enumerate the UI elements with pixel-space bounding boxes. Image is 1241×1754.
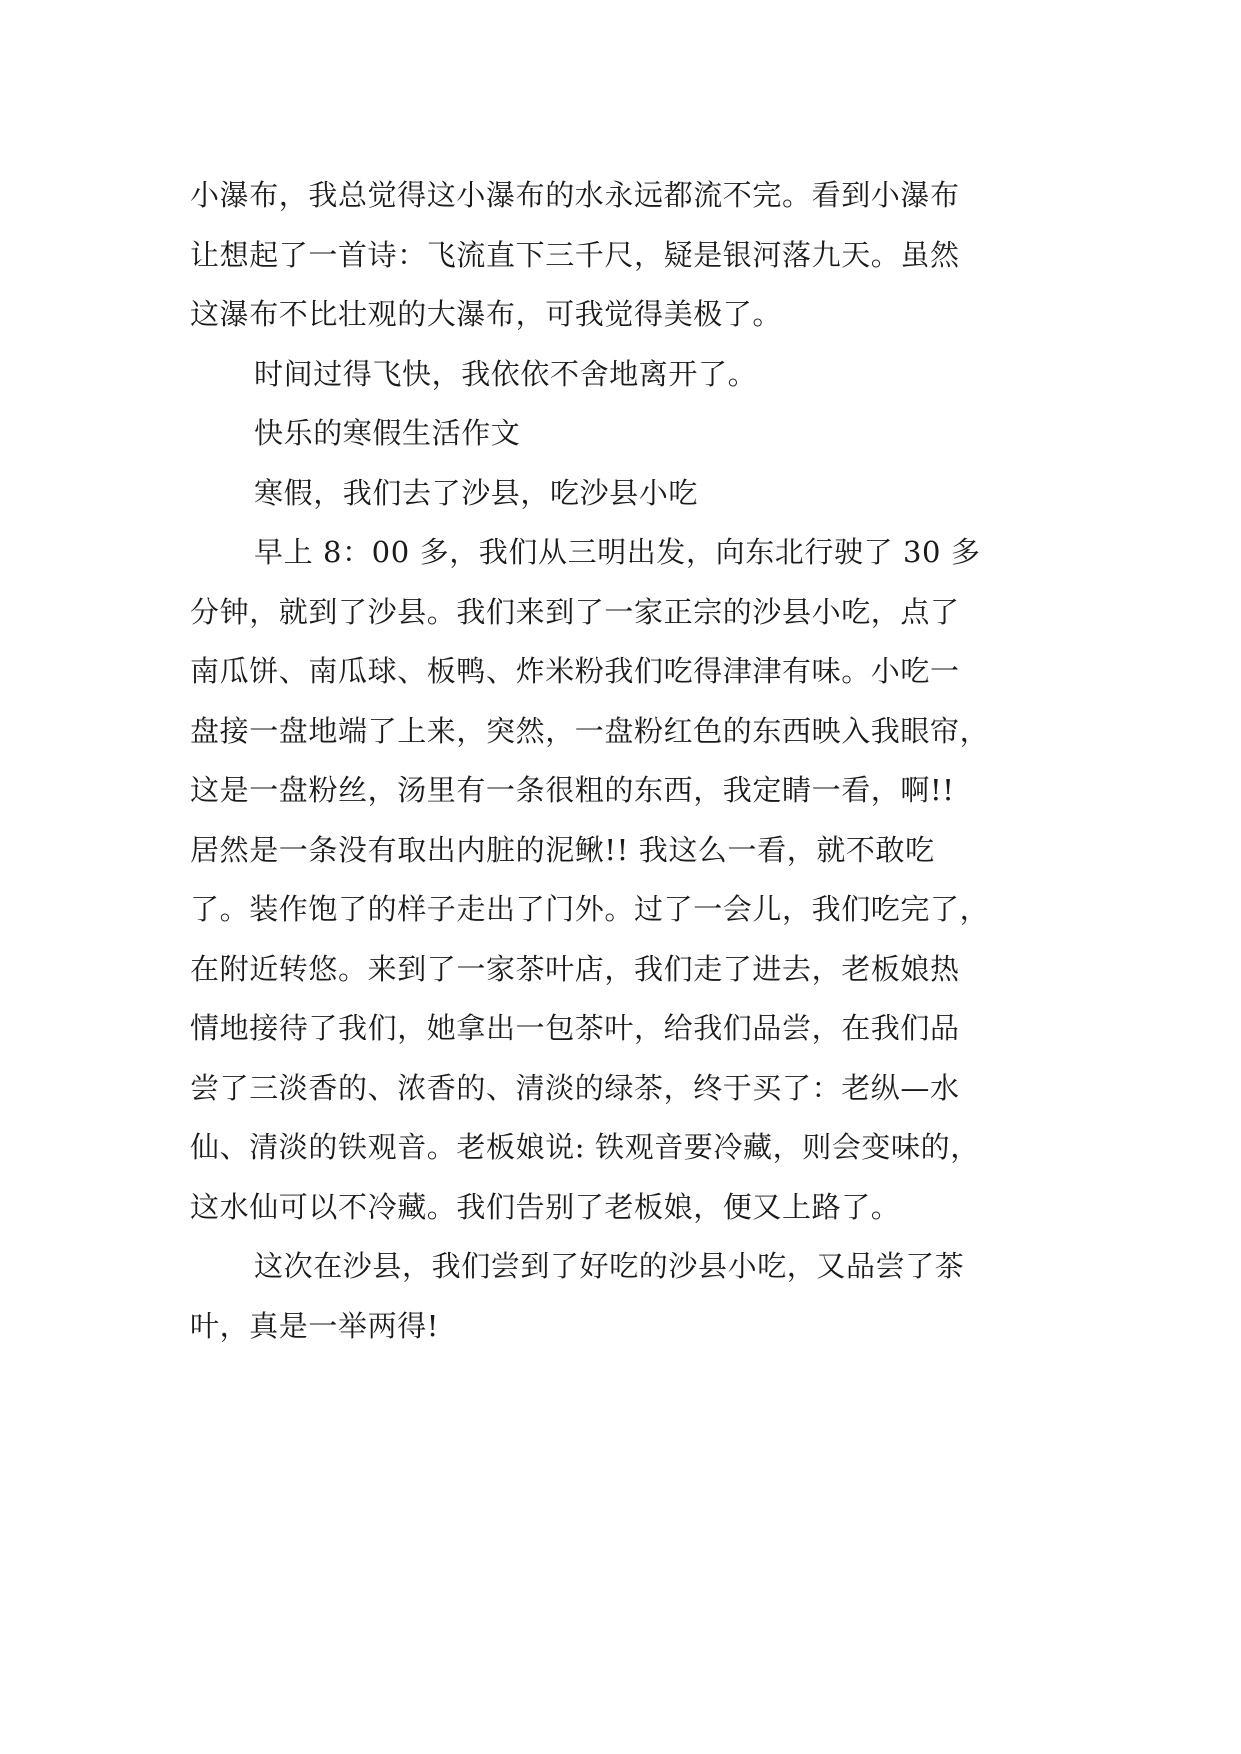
- text-line: 尝了三淡香的、浓香的、清淡的绿茶，终于买了：老纵—水: [190, 1070, 960, 1105]
- text-line: 小瀑布，我总觉得这小瀑布的水永远都流不完。看到小瀑布: [190, 178, 960, 212]
- text-line: 居然是一条没有取出内脏的泥鳅!! 我这么一看，就不敢吃: [190, 832, 935, 867]
- text-line: 这次在沙县，我们尝到了好吃的沙县小吃，又品尝了茶: [254, 1249, 965, 1283]
- text-line: 叶，真是一举两得!: [190, 1308, 440, 1343]
- text-line: 情地接待了我们，她拿出一包茶叶，给我们品尝，在我们品: [190, 1011, 960, 1045]
- document-body: [190, 166, 1065, 1356]
- text-line: 时间过得飞快，我依依不舍地离开了。: [254, 356, 758, 391]
- text-line: 早上 8：00 多，我们从三明出发，向东北行驶了 30 多: [254, 535, 981, 569]
- text-line: 这水仙可以不冷藏。我们告别了老板娘，便又上路了。: [190, 1189, 901, 1224]
- text-line: 在附近转悠。来到了一家茶叶店，我们走了进去，老板娘热: [190, 951, 960, 986]
- text-line: 这瀑布不比壮观的大瀑布，可我觉得美极了。: [190, 297, 783, 331]
- text-line: 让想起了一首诗：飞流直下三千尺，疑是银河落九天。虽然: [190, 237, 960, 272]
- text-line: 了。装作饱了的样子走出了门外。过了一会儿，我们吃完了，: [190, 892, 990, 926]
- text-line: 仙、清淡的铁观音。老板娘说: 铁观音要冷藏，则会变味的，: [190, 1130, 980, 1164]
- text-line: 盘接一盘地端了上来，突然，一盘粉红色的东西映入我眼帘，: [190, 713, 990, 748]
- text-line: 这是一盘粉丝，汤里有一条很粗的东西，我定睛一看，啊!!: [190, 773, 955, 807]
- essay-subtitle: 寒假，我们去了沙县，吃沙县小吃: [254, 475, 699, 510]
- text-line: 分钟，就到了沙县。我们来到了一家正宗的沙县小吃，点了: [190, 594, 960, 629]
- essay-title: 快乐的寒假生活作文: [254, 416, 521, 450]
- text-line: 南瓜饼、南瓜球、板鸭、炸米粉我们吃得津津有味。小吃一: [190, 654, 960, 688]
